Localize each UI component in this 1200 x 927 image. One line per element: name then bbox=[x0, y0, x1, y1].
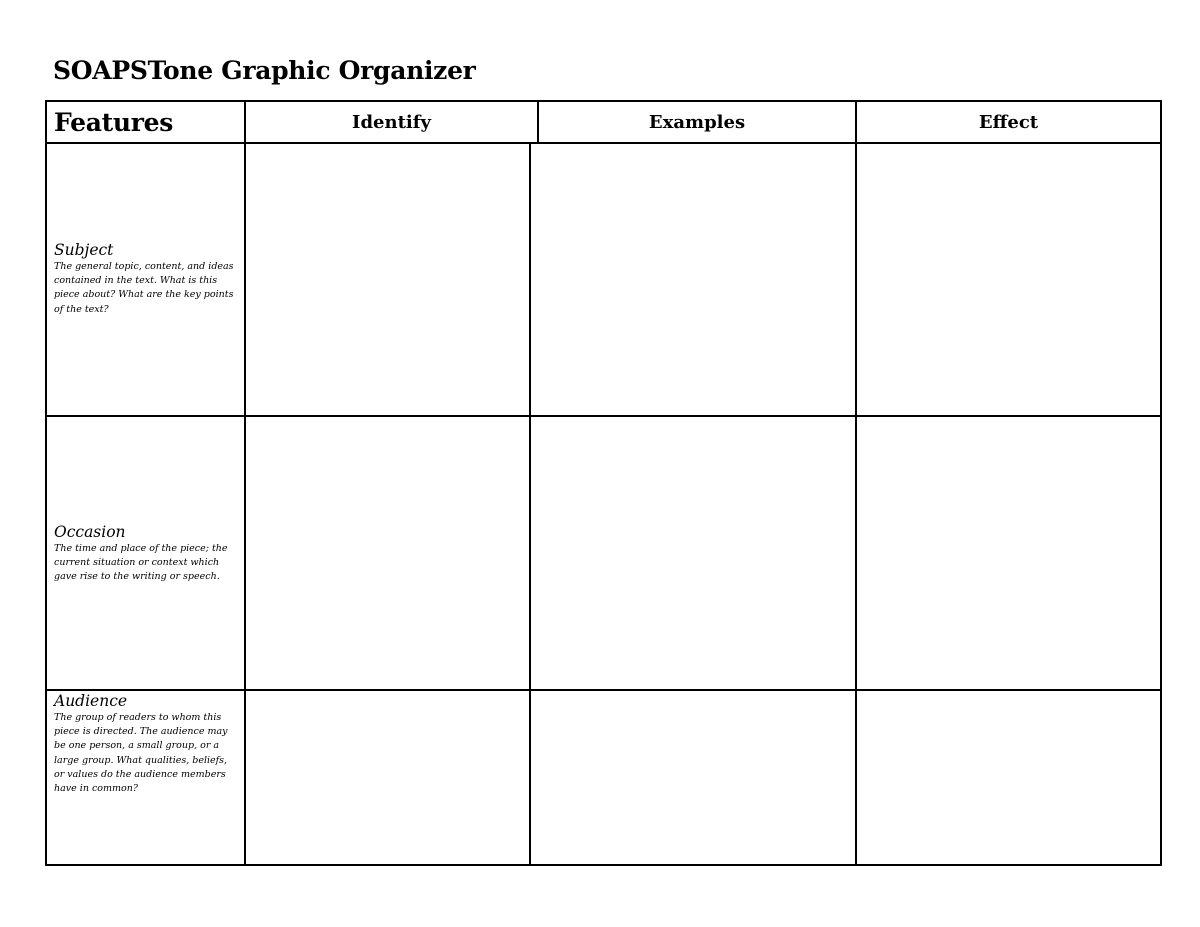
feature-occasion-description: The time and place of the piece; the current situation or context which gave rise to the writing or speech. bbox=[54, 543, 228, 583]
feature-audience-name: Audience bbox=[54, 692, 128, 710]
feature-audience-description: The group of readers to whom this piece is directed. The audience may be one person, a small group, or a large group. What qualities, beliefs, or values do the audience members have in common? bbox=[54, 712, 228, 795]
feature-subject-name: Subject bbox=[54, 241, 114, 259]
feature-subject-description: The general topic, content, and ideas contained in the text. What is this piece about? What are the key points of the text? bbox=[54, 261, 234, 315]
page-title: SOAPSTone Graphic Organizer bbox=[53, 56, 476, 85]
table-border-left bbox=[45, 100, 47, 866]
header-effect: Effect bbox=[978, 111, 1039, 133]
subject-identify-cell[interactable] bbox=[246, 144, 529, 415]
table-border-right bbox=[1160, 100, 1162, 866]
feature-occasion-name: Occasion bbox=[54, 523, 126, 541]
feature-subject bbox=[54, 241, 239, 317]
occasion-examples-cell[interactable] bbox=[531, 417, 855, 689]
subject-effect-cell[interactable] bbox=[857, 144, 1160, 415]
audience-identify-cell[interactable] bbox=[246, 691, 529, 864]
occasion-identify-cell[interactable] bbox=[246, 417, 529, 689]
header-features: Features bbox=[54, 107, 173, 137]
header-examples: Examples bbox=[648, 111, 746, 133]
subject-examples-cell[interactable] bbox=[531, 144, 855, 415]
feature-occasion bbox=[54, 523, 239, 585]
occasion-effect-cell[interactable] bbox=[857, 417, 1160, 689]
header-identify: Identify bbox=[352, 111, 431, 133]
soapstone-table bbox=[45, 100, 1162, 866]
feature-audience bbox=[54, 692, 239, 796]
audience-effect-cell[interactable] bbox=[857, 691, 1160, 864]
table-border-bottom bbox=[45, 864, 1162, 866]
audience-examples-cell[interactable] bbox=[531, 691, 855, 864]
